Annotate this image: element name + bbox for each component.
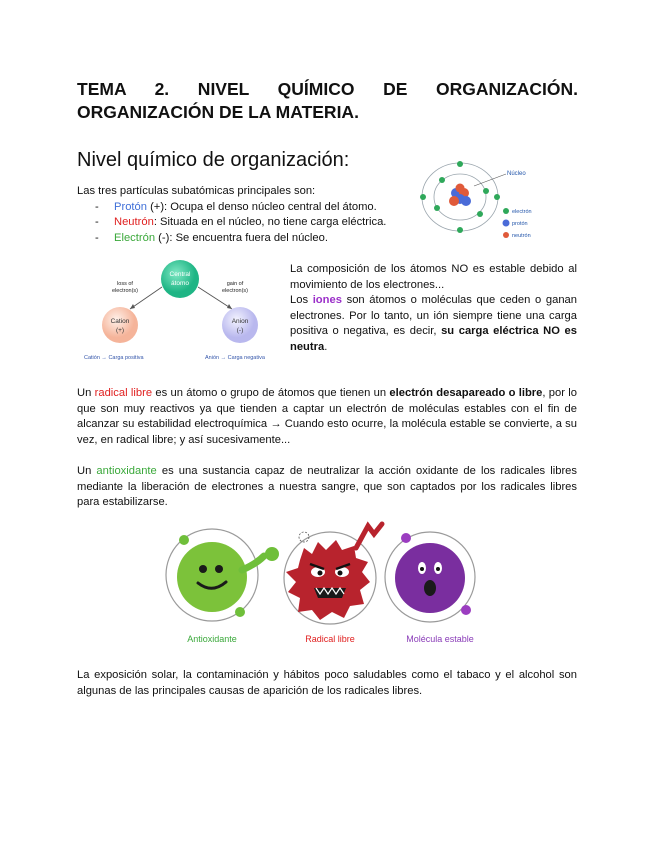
anion-label-1: Anion (231, 318, 249, 325)
particles-intro: Las tres partículas subatómicas principales son: (77, 185, 316, 197)
composition-paragraph-2 (290, 293, 577, 355)
radical-term: radical libre (94, 387, 153, 399)
document-title (77, 78, 578, 124)
closing-paragraph: La exposición solar, la contaminación y hábitos poco saludables como el tabaco y el alcohol son algunas de las principales causas de aparición de los radicales libres. (77, 669, 577, 697)
anion-label-2: (-) (236, 327, 244, 334)
radical-text-b: es un átomo o grupo de átomos que tienen un (152, 387, 390, 399)
ions-text-a: Los (290, 294, 313, 306)
radical-text-a: Un (77, 387, 95, 399)
nucleus-label: Núcleo (507, 171, 526, 177)
list-item-neutron (77, 215, 417, 231)
composition-paragraph-1: La composición de los átomos NO es estable debido al movimiento de los electrones... (290, 263, 577, 291)
antioxidant-character-icon (166, 529, 279, 621)
stable-molecule-label: Molécula estable (406, 634, 474, 644)
cation-node (102, 307, 138, 343)
antioxidant-paragraph (77, 464, 577, 511)
ions-text-b: son átomos o moléculas que ceden o ganan electrones. Por lo tanto, un ión siempre tiene una carga positiva o negativa, es decir, (290, 294, 577, 337)
radicals-illustration (160, 520, 490, 648)
gain-label-1: gain of (226, 281, 244, 287)
legend-proton: protón (512, 221, 528, 227)
loss-label-2: electron(s) (112, 288, 138, 294)
electron-sign: (-): (155, 231, 176, 244)
radical-bold: electrón desapareado o libre (389, 387, 543, 399)
atom-diagram (418, 158, 548, 248)
title-line-2: ORGANIZACIÓN DE LA MATERIA. (77, 102, 359, 122)
ions-bold: su carga eléctrica NO es neutra (290, 325, 577, 353)
proton-sign: (+): (146, 200, 171, 213)
loss-label-1: loss of (117, 281, 133, 287)
electron-desc: Se encuentra fuera del núcleo. (175, 231, 328, 244)
antioxidant-text-b: es una sustancia capaz de neutralizar la acción oxidante de los radicales libres mediante la liberación de electrones a nuestra sangre, que son captados por los radicales libres para estabilizarse. (77, 465, 577, 508)
list-item-proton (77, 200, 417, 216)
list-item-electron (77, 231, 417, 247)
nucleus-icon (449, 184, 471, 207)
cation-caption: Catión → Carga positiva (84, 355, 144, 361)
composition-block (290, 262, 577, 355)
legend-neutron: neutrón (512, 233, 531, 239)
title-line-1: TEMA 2. NIVEL QUÍMICO DE ORGANIZACIÓN. (77, 79, 578, 99)
neutron-term: Neutrón (114, 216, 154, 228)
antioxidant-term: antioxidante (96, 465, 157, 477)
radical-text-c: , por lo que son muy reactivos ya que tienden a captar un electrón de moléculas estables con el fin de alcanzar su estabilidad electroquímica → Cuando esto ocurre, la molécula estable se convierte, a su vez, en radical libre; y así sucesivamente... (77, 387, 577, 446)
free-radical-label: Radical libre (305, 634, 355, 644)
neutron-desc: Situada en el núcleo, no tiene carga eléctrica. (160, 216, 387, 228)
gain-label-2: electron(s) (222, 288, 248, 294)
ions-term: iones (312, 294, 342, 306)
free-radical-character-icon (284, 524, 382, 624)
ions-text-c: . (324, 340, 328, 353)
particles-list (77, 200, 417, 247)
central-atom-label-1: Central (169, 271, 191, 278)
legend-electron: electrón (512, 209, 532, 215)
cation-label-2: (+) (115, 327, 125, 334)
anion-node (222, 307, 258, 343)
particles-block (77, 184, 417, 246)
ion-diagram (80, 255, 280, 367)
stable-molecule-character-icon (385, 532, 475, 622)
central-atom-node (161, 260, 199, 298)
cation-label-1: Cation (110, 318, 130, 325)
antioxidant-text-a: Un (77, 465, 97, 477)
antioxidant-label: Antioxidante (187, 634, 237, 644)
proton-term: Protón (114, 200, 147, 213)
section-subtitle: Nivel químico de organización: (77, 149, 350, 171)
radical-paragraph (77, 386, 577, 448)
electron-term: Electrón (114, 231, 156, 244)
central-atom-label-2: átomo (170, 280, 190, 287)
anion-caption: Anión → Carga negativa (205, 355, 265, 361)
neutron-sign: : (153, 216, 161, 228)
proton-desc: Ocupa el denso núcleo central del átomo. (170, 200, 377, 213)
